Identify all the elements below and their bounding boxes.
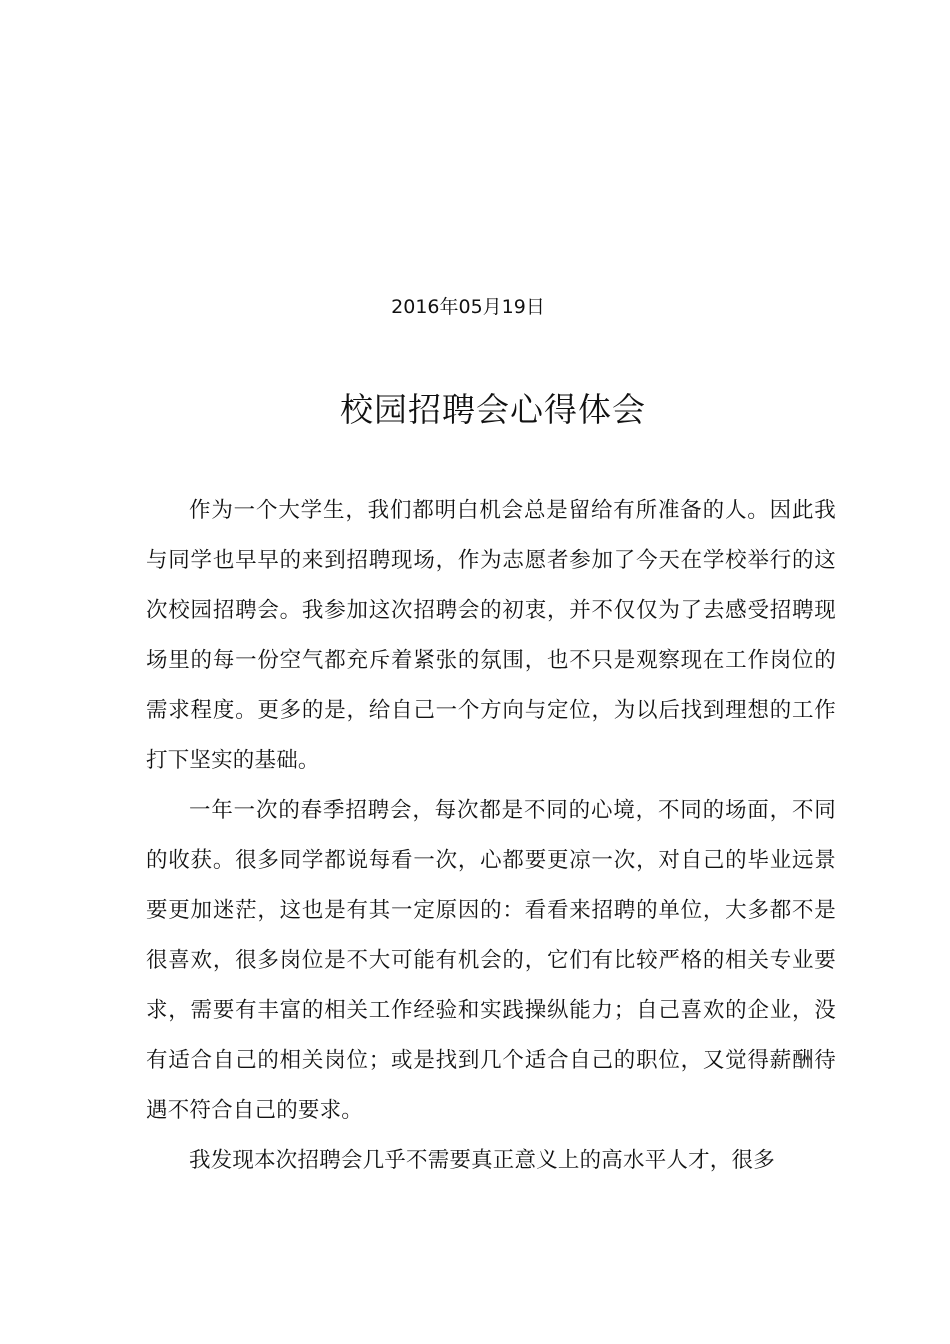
- document-title: 校园招聘会心得体会: [340, 390, 646, 429]
- paragraph-2: 一年一次的春季招聘会，每次都是不同的心境，不同的场面，不同的收获。很多同学都说每看一次，心都要更凉一次，对自己的毕业远景要更加迷茫，这也是有其一定原因的：看看来招聘的单位，大多都不是很喜欢，很多岗位是不大可能有机会的，它们有比较严格的相关专业要求，需要有丰富的相关工作经验和实践操纵能力；自己喜欢的企业，没有适合自己的相关岗位；或是找到几个适合自己的职位，又觉得薪酬待遇不符合自己的要求。: [146, 798, 836, 1123]
- paragraph-1: 作为一个大学生，我们都明白机会总是留给有所准备的人。因此我与同学也早早的来到招聘现场，作为志愿者参加了今天在学校举行的这次校园招聘会。我参加这次招聘会的初衷，并不仅仅为了去感受招聘现场里的每一份空气都充斥着紧张的氛围，也不只是观察现在工作岗位的需求程度。更多的是，给自己一个方向与定位，为以后找到理想的工作打下坚实的基础。: [146, 498, 836, 773]
- paragraph-3: 我发现本次招聘会几乎不需要真正意义上的高水平人才，很多: [189, 1148, 775, 1173]
- document-date: 2016年05月19日: [391, 296, 545, 318]
- document-body: [146, 486, 836, 1186]
